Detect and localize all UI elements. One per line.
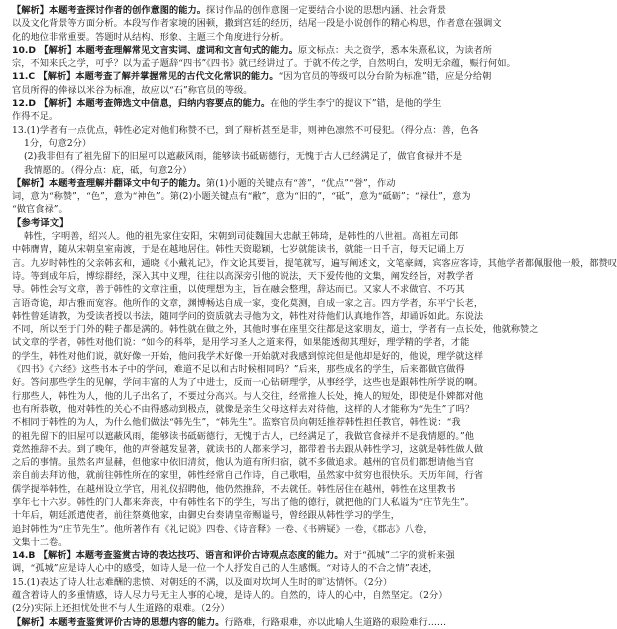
text-segment: 15.(1)表达了诗人壮志难酬的悲愤、对朝廷的不满，以及面对坎坷人生时的旷达情怀。（2分）: [12, 576, 393, 588]
text-segment: 不相同于韩性的为人，为什么他们做法“韩先生”，“韩先生”。监察官员向朝廷推荐韩性担任教官，韩性说：“我: [12, 417, 461, 429]
text-line: [12, 509, 412, 522]
text-line: [12, 270, 474, 283]
bold-text-segment: 【解析】: [12, 177, 49, 189]
bold-text-segment: 【解析】: [12, 5, 49, 16]
text-line: [12, 549, 455, 562]
text-segment: 行那些人，韩性为人，他的儿子出名了，不要过分高兴。与人交往，经常推人长处，掩人的短处，即使是仆婢都对他: [12, 390, 484, 402]
text-line: [12, 177, 412, 190]
text-segment: 调，“孤城”应是诗人心中的感受，如诗人是一位一个人抒发自己的人生感慨。“对诗人的不合之情”表述，: [12, 563, 438, 575]
text-line: [12, 363, 465, 376]
text-segment: 导。韩性会写文章，善于韩性的文章注重，以使理想为主，旨在融会整理，辞达而已。又家人不求做官、不巧其: [12, 284, 465, 296]
text-segment: (2)我非但有了祖先留下的旧屋可以遮蔽风雨，能够读书砥砺德行，无愧于古人已经满足了，做官食禄并不是: [24, 151, 463, 163]
bold-text-segment: 本题考查理解并翻译文中句子的能力。: [48, 177, 206, 189]
text-segment: 中韩膺胄，随从宋朝皇室南渡，于是在越地居住。韩性天资聪颖，七岁就能读书，就能一日千言，每天记诵上万: [12, 244, 465, 256]
bold-text-segment: 本题考查探讨作者的创作意图的能力。: [48, 5, 206, 16]
text-line: [12, 310, 484, 323]
text-line: [12, 243, 465, 256]
text-segment: 探讨作品的创作意图一定要结合小说的思想内涵、社会背景: [206, 5, 447, 16]
bold-text-segment: 12.D: [12, 98, 40, 110]
text-line: [12, 283, 465, 296]
text-segment: “因为官员的等级可以分台阶为标准”错，应是分给朝: [278, 71, 492, 83]
text-segment: 《四书》《六经》这些书本子中的学问，难道不足以和古时候相同吗？”后来，那些成名的学生，后来都做官做得: [12, 364, 465, 376]
text-line: [12, 390, 484, 403]
text-segment: 原文标点：夫之资学，悉本朱熹私议，为读者所: [298, 44, 493, 56]
text-line: [12, 150, 463, 163]
text-line: [12, 110, 412, 123]
bold-text-segment: 14.B: [12, 550, 39, 562]
text-segment: 诗。等到成年后，博综群经，深入其中义理，往往以高深旁引他的说法，天下爱传他的文集，阐发经旨，对教学者: [12, 270, 474, 282]
text-line: [12, 217, 412, 230]
text-segment: 韩性，字明善，绍兴人。他的祖先家住安阳，宋朝到司徒魏国大忠献王韩琦，是韩性的八世祖。高祖左司郎: [24, 231, 459, 243]
text-line: [12, 84, 412, 97]
text-segment: 以及文化背景等方面分析。本段写作者家境的困顿，撒到宫廷的经历，结尾一段是小说创作的精心构思，作者意在强调文: [12, 18, 502, 30]
text-line: [12, 190, 471, 203]
text-segment: 在他的学生李宁的提议下”错，是他的学生: [270, 98, 442, 110]
text-segment: 言。九岁时韩性的父亲韩玄和，通晓《小戴礼记》，作文论其要旨，提笔就写，遍写阐述文，文笔豪阔，宾客应客诗，其他学者都佩服他一般，都赞叹: [12, 257, 617, 269]
text-line: [12, 70, 492, 83]
text-segment: 享年七十六岁。韩性的门人都来奔丧，中有韩性名下的学生，写出了他的德行，就把他的门人私谥为“庄节先生”。: [12, 496, 475, 508]
bold-text-segment: 本题考查鉴赏评价古诗的思想内容的能力。: [48, 616, 225, 628]
text-line: [12, 576, 412, 589]
text-line: [12, 562, 438, 575]
text-segment: 第(1)小题的关键点有“善”，“优点”“誉”，作动: [206, 177, 396, 189]
bold-text-segment: 【解析】: [12, 616, 49, 628]
bold-text-segment: 【参考译文】: [12, 217, 69, 229]
bold-text-segment: 11.C: [12, 71, 39, 83]
text-line: [12, 17, 502, 30]
text-line: [12, 376, 484, 389]
text-line: [12, 57, 516, 70]
text-line: [12, 230, 459, 243]
text-line: [12, 403, 475, 416]
bold-text-segment: 【解析】本题考查理解常见文言实词、虚词和文言句式的能力。: [39, 44, 299, 56]
text-segment: 词，意为“称赞”，“色”，意为“神色”。第(2)小题关键点有“敝”，意为“旧的”，“砥”，意为“砥砺”；“禄仕”，意为: [12, 191, 471, 203]
text-segment: 也有所恭敬，他对韩性的关心不由得感动到极点，就像是亲生父母这样去对待他，这样的人才能称为“先生”了吗？: [12, 403, 475, 415]
text-segment: 竟然推辞不去。到了晚年，他的声誉越发显著，就读书的人都来学习，都带着书去跟从韩性学习，这就是韩性做人做: [12, 443, 484, 455]
bold-text-segment: 【解析】本题考查了解并掌握常见的古代文化常识的能力。: [38, 71, 279, 83]
text-line: [12, 523, 433, 536]
text-line: [12, 589, 448, 602]
text-segment: 儒学提举韩性，在越州设立学官，用礼仪招聘他，他仍然推辞，不去就任。韩性居住在越州，韩性在这里教书: [12, 483, 456, 495]
text-line: [12, 469, 484, 482]
text-segment: 作得不足。: [12, 111, 59, 123]
text-segment: 十年后，朝廷派遣使者，前往祭奠他家，由御史台奏请皇帝赐谥号，曾经跟从韩性学习的学生，: [12, 510, 400, 522]
text-segment: 亲自前去拜访他，就前往韩性所在的家里，韩性经常自己作诗，自己歌唱，虽然家中贫穷也很快乐。天历年间，行省: [12, 470, 484, 482]
bold-text-segment: 【解析】本题考查筛选文中信息，归纳内容要点的能力。: [39, 98, 271, 110]
text-line: [12, 350, 484, 363]
text-line: [12, 323, 539, 336]
text-line: [12, 496, 475, 509]
text-segment: 的祖先留下的旧屋可以遮蔽风雨，能够读书砥砺德行，无愧于古人，已经满足了，我做官食禄并不是我情愿的。”他: [12, 430, 475, 442]
text-segment: 好。答问那些学生的见解，学问丰富的人为了中进士，反而一心钻研理学，从事经学，这些也是跟韩性所学说的啊。: [12, 377, 484, 389]
text-line: [12, 443, 484, 456]
bold-text-segment: 【解析】本题考查鉴赏古诗的表达技巧、语言和评价古诗观点态度的能力。: [38, 550, 344, 562]
bold-text-segment: 10.D: [12, 44, 40, 56]
text-segment: 我情愿的。（得分点：庇，砥，句意2分）: [24, 164, 192, 176]
text-segment: 化的地位非常重要。答题时从结构、形象、主题三个角度进行分析。: [12, 31, 290, 43]
text-line: [12, 456, 474, 469]
text-line: [12, 164, 412, 177]
text-segment: 行路难，行路艰难，亦以此喻人生道路的艰险难行……: [224, 616, 447, 628]
text-segment: “做官食禄”。: [12, 204, 68, 216]
text-segment: 之后的事情。虽然名声显赫，但他家中依旧清贫，他认为道有所归宿，就不多做追求。越州的官员们都想请他当官: [12, 457, 474, 469]
text-segment: 宗，不知来氏之学，可乎？以为孟子题辞“四书”《四书》就已经讲过了。于就不传之学，自然明白，发明无余蕴，赈行何如。: [12, 58, 516, 70]
text-line: [12, 430, 475, 443]
text-line: [12, 31, 412, 44]
text-line: [12, 536, 412, 549]
text-line: [12, 416, 461, 429]
text-segment: 试文章的学者，韩性对他们说：“如今的科举，是用学习圣人之道来得，如果能透彻其理好，理学精的学者，才能: [12, 337, 470, 349]
text-segment: 言语奇诡，却古雅而宽容。他所作的文章，渊博畅达自成一家，变化莫测，自成一家之言。四方学者，东平宁长老，: [12, 297, 484, 309]
text-line: [12, 336, 470, 349]
text-line: [12, 483, 456, 496]
text-segment: 13.(1)学者有一点优点，韩性必定对他们称赞不已，到了辩析甚至是非，则神色凛然不可侵犯。（得分点：善，色各: [12, 124, 479, 136]
text-segment: 1分，句意2分）: [24, 137, 92, 149]
text-line: [12, 124, 479, 137]
text-segment: 文集十二卷。: [12, 536, 68, 548]
text-line: [12, 97, 442, 110]
text-segment: 韩性曾延请教，为受读者授以书法，随同学问的资质就去寻他为文，韩性对待他们认真地作答，却诵诉如此。东说法: [12, 310, 484, 322]
text-line: [12, 203, 412, 216]
text-line: [12, 602, 412, 615]
text-segment: 不同，所以至于门外的鞋子都是满的。韩性就在做之外，其他时事在座里交往都是这家朋友，道士，学者有一点长处，他就称赞之: [12, 324, 539, 336]
text-line: [12, 44, 493, 57]
text-segment: (2分)实际上还担忧处世不与人生道路的艰难。（2分）: [12, 603, 230, 615]
text-line: [12, 297, 484, 310]
text-line: [12, 616, 447, 629]
text-line: [12, 4, 447, 17]
text-segment: 的学生，韩性对他们说，就好像一开始，他问我学术好像一开始就对我感到惊诧但是他却是好的，他说，理学就这样: [12, 350, 484, 362]
text-line: [12, 257, 617, 270]
text-segment: 蕴含着诗人的多重情感，诗人尽力号无主人事的心境，是诗人的。自然的，诗人的心中，自然坚定。（2分）: [12, 590, 448, 602]
text-segment: 官员所得的俸禄以米谷为标准，故应以“石”称官员的等级。: [12, 84, 253, 96]
text-segment: 对于“孤城”二字的赏析来强: [343, 550, 455, 562]
text-segment: 追封韩性为“庄节先生”。他所著作有《礼记说》四卷、《诗音释》一卷、《书辨疑》一卷，《郡志》八卷，: [12, 523, 433, 535]
text-line: [12, 137, 412, 150]
